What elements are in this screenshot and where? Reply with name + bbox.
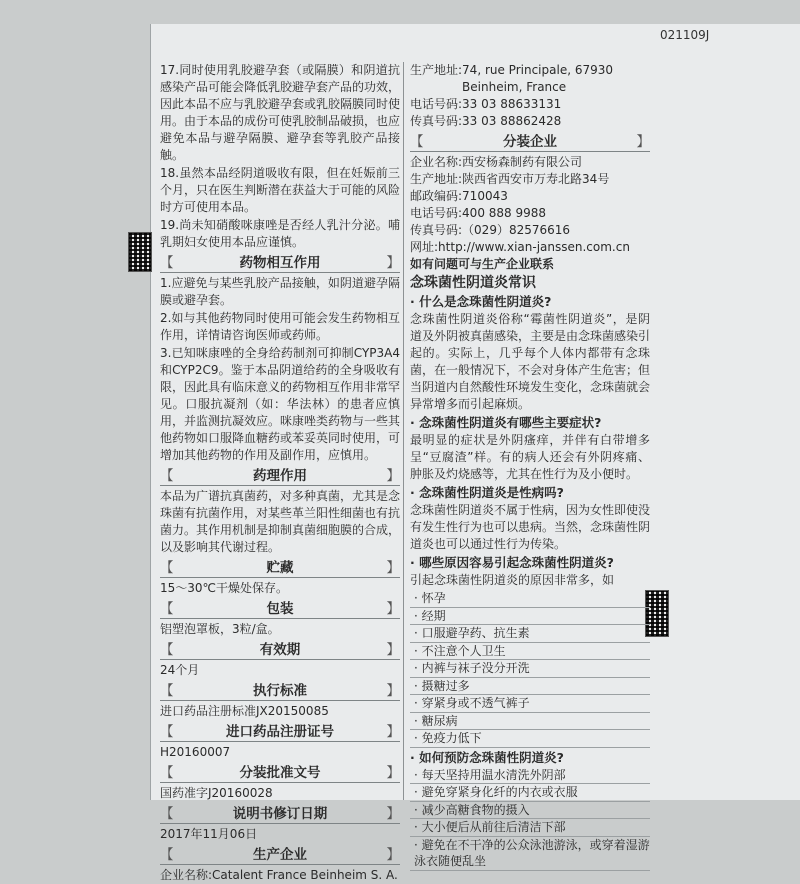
interaction-3: 3.已知咪康唑的全身给药制剂可抑制CYP3A4和CYP2C9。鉴于本品阴道给药的全身吸收有限，因此具有临床意义的药物相互作用非常罕见。口服抗凝剂（如：华法林）的患者应慎用，并监测抗凝效应。咪康唑类药物与一些其他药物如口服降血糖药或苯妥英同时使用，可增加其他药物的作用及副作用，应慎用。 xyxy=(160,346,401,462)
manufacturer-address-row xyxy=(410,62,650,96)
manufacturer-address xyxy=(462,62,650,96)
standard-text: 进口药品注册标准JX20150085 xyxy=(160,704,329,718)
manufacturer-name: Catalent France Beinheim S. A. xyxy=(212,868,398,882)
field-label: 传真号码: xyxy=(410,223,463,237)
field-label: 电话号码: xyxy=(410,97,463,111)
list-item: · 怀孕 xyxy=(410,590,650,608)
list-item: · 摄糖过多 xyxy=(410,678,650,696)
revision-date-text: 2017年11月06日 xyxy=(160,827,258,841)
packer-fax-row xyxy=(410,222,650,239)
list-item: · 避免在不干净的公众泳池游泳，或穿着湿游泳衣随便乱坐 xyxy=(410,837,650,871)
website-link[interactable]: http://www.xian-janssen.com.cn xyxy=(438,240,630,254)
answer-4: 引起念珠菌性阴道炎的原因非常多，如 xyxy=(410,573,615,587)
manufacturer-tel-row xyxy=(410,96,650,113)
packer-name-row xyxy=(410,154,650,171)
list-item: · 减少高糖食物的摄入 xyxy=(410,802,650,820)
list-item: · 穿紧身或不透气裤子 xyxy=(410,695,650,713)
packer-tel: 400 888 9988 xyxy=(462,206,547,220)
package-text: 铝塑泡罩板，3粒/盒。 xyxy=(160,622,280,636)
section-approval: 【 分装批准文号 】 xyxy=(160,765,400,781)
section-manufacturer: 【 生产企业 】 xyxy=(160,847,400,863)
list-item: · 口服避孕药、抗生素 xyxy=(410,625,650,643)
section-title: 生产企业 xyxy=(253,847,307,863)
precaution-19: 19.尚未知硝酸咪康唑是否经人乳汁分泌。哺乳期妇女使用本品应谨慎。 xyxy=(160,218,400,249)
section-title: 分装批准文号 xyxy=(239,765,321,781)
precaution-17: 17.同时使用乳胶避孕套（或隔膜）和阴道抗感染产品可能会降低乳胶避孕套产品的功效，因此本品不应与乳胶避孕套或乳胶隔膜同时使用。由于本品的成份可使乳胶制品破损，也应避免本品与避孕隔膜、避孕套等乳胶产品接触。 xyxy=(160,63,401,162)
left-column xyxy=(160,62,401,882)
precaution-18: 18.虽然本品经阴道吸收有限，但在妊娠前三个月，只在医生判断潜在获益大于可能的风险时方可使用本品。 xyxy=(160,166,401,214)
section-title: 药理作用 xyxy=(253,468,307,484)
manufacturer-fax: 33 03 88862428 xyxy=(462,114,562,128)
prevention-list xyxy=(410,767,650,871)
interaction-2: 2.如与其他药物同时使用可能会发生药物相互作用，详情请咨询医师或药师。 xyxy=(160,311,400,342)
storage-text: 15～30℃干燥处保存。 xyxy=(160,581,289,595)
field-label: 电话号码: xyxy=(410,206,463,220)
packer-name: 西安杨森制药有限公司 xyxy=(462,155,583,169)
website-row xyxy=(410,239,650,256)
section-import-license: 【 进口药品注册证号 】 xyxy=(160,724,400,740)
section-title: 有效期 xyxy=(259,642,301,658)
section-standard: 【 执行标准 】 xyxy=(160,683,400,699)
packer-tel-row xyxy=(410,205,650,222)
section-title: 执行标准 xyxy=(253,683,307,699)
field-label: 邮政编码: xyxy=(410,189,463,203)
question-5: · 如何预防念珠菌性阴道炎? xyxy=(410,749,564,765)
field-label: 生产地址: xyxy=(410,172,463,186)
question-2: · 念珠菌性阴道炎有哪些主要症状? xyxy=(410,415,602,430)
packer-address: 陕西省西安市万寿北路34号 xyxy=(462,172,610,186)
approval-text: 国药准字J20160028 xyxy=(160,786,273,800)
list-item: · 免疫力低下 xyxy=(410,730,650,748)
question-3: · 念珠菌性阴道炎是性病吗? xyxy=(410,485,564,500)
postcode: 710043 xyxy=(462,189,508,203)
validity-text: 24个月 xyxy=(160,663,200,677)
section-package: 【 包装 】 xyxy=(160,601,400,617)
right-column xyxy=(410,62,651,868)
knowledge-title: 念珠菌性阴道炎常识 xyxy=(410,275,536,291)
column-divider xyxy=(403,62,404,800)
list-item: · 内裤与袜子没分开洗 xyxy=(410,660,650,678)
causes-list xyxy=(410,590,650,748)
section-storage: 【 贮藏 】 xyxy=(160,560,400,576)
contact-note: 如有问题可与生产企业联系 xyxy=(410,257,555,271)
list-item: · 糖尿病 xyxy=(410,713,650,731)
section-title: 分装企业 xyxy=(503,134,557,150)
section-validity: 【 有效期 】 xyxy=(160,642,400,658)
field-label: 网址: xyxy=(410,240,439,254)
address-line-1: 74, rue Principale, 67930 xyxy=(462,63,614,77)
manufacturer-tel: 33 03 88633131 xyxy=(462,97,562,111)
section-title: 进口药品注册证号 xyxy=(226,724,334,740)
section-pharmacology: 【 药理作用 】 xyxy=(160,468,400,484)
barcode-left xyxy=(128,232,152,272)
document-code: 021109J xyxy=(660,28,710,42)
list-item: · 不注意个人卫生 xyxy=(410,643,650,661)
interaction-1: 1.应避免与某些乳胶产品接触，如阴道避孕隔膜或避孕套。 xyxy=(160,276,400,307)
field-label: 企业名称: xyxy=(410,155,463,169)
list-item: · 避免穿紧身化纤的内衣或衣服 xyxy=(410,784,650,802)
section-packer: 【 分装企业 】 xyxy=(410,134,650,150)
question-1: · 什么是念珠菌性阴道炎? xyxy=(410,294,552,309)
manufacturer-name-row xyxy=(160,867,400,884)
field-label: 传真号码: xyxy=(410,114,463,128)
answer-2: 最明显的症状是外阴瘙痒，并伴有白带增多呈“豆腐渣”样。有的病人还会有外阴疼痛、肿胀及灼烧感等，尤其在性行为及小便时。 xyxy=(410,433,650,481)
question-4: · 哪些原因容易引起念珠菌性阴道炎? xyxy=(410,555,614,570)
field-label: 企业名称: xyxy=(160,868,213,882)
list-item: · 每天坚持用温水清洗外阴部 xyxy=(410,767,650,785)
section-title: 包装 xyxy=(266,601,294,617)
manufacturer-fax-row xyxy=(410,113,650,130)
answer-3: 念珠菌性阴道炎不属于性病，因为女性即使没有发生性行为也可以患病。当然，念珠菌性阴道炎也可以通过性行为传染。 xyxy=(410,503,651,551)
answer-1: 念珠菌性阴道炎俗称“霉菌性阴道炎”，是阴道及外阴被真菌感染，主要是由念珠菌感染引起的。实际上，几乎每个人体内都带有念珠菌，在一般情况下，不会对身体产生危害；但当阴道内自然酸性环境发生变化，念珠菌就会异常增多而引起麻烦。 xyxy=(410,312,651,411)
packer-address-row xyxy=(410,171,650,188)
section-revision-date: 【 说明书修订日期 】 xyxy=(160,806,400,822)
import-license-text: H20160007 xyxy=(160,745,231,759)
list-item: · 大小便后从前往后清洁下部 xyxy=(410,819,650,837)
packer-fax: （029）82576616 xyxy=(462,223,571,237)
postcode-row xyxy=(410,188,650,205)
address-line-2: Beinheim, France xyxy=(462,80,567,94)
section-title: 贮藏 xyxy=(266,560,294,576)
section-interaction: 【 药物相互作用 】 xyxy=(160,255,400,271)
section-title: 药物相互作用 xyxy=(239,255,321,271)
pharmacology-text: 本品为广谱抗真菌药，对多种真菌，尤其是念珠菌有抗菌作用，对某些革兰阳性细菌也有抗菌力。其作用机制是抑制真菌细胞膜的合成，以及影响其代谢过程。 xyxy=(160,489,401,554)
list-item: · 经期 xyxy=(410,608,650,626)
section-title: 说明书修订日期 xyxy=(232,806,328,822)
field-label: 生产地址: xyxy=(410,63,463,77)
